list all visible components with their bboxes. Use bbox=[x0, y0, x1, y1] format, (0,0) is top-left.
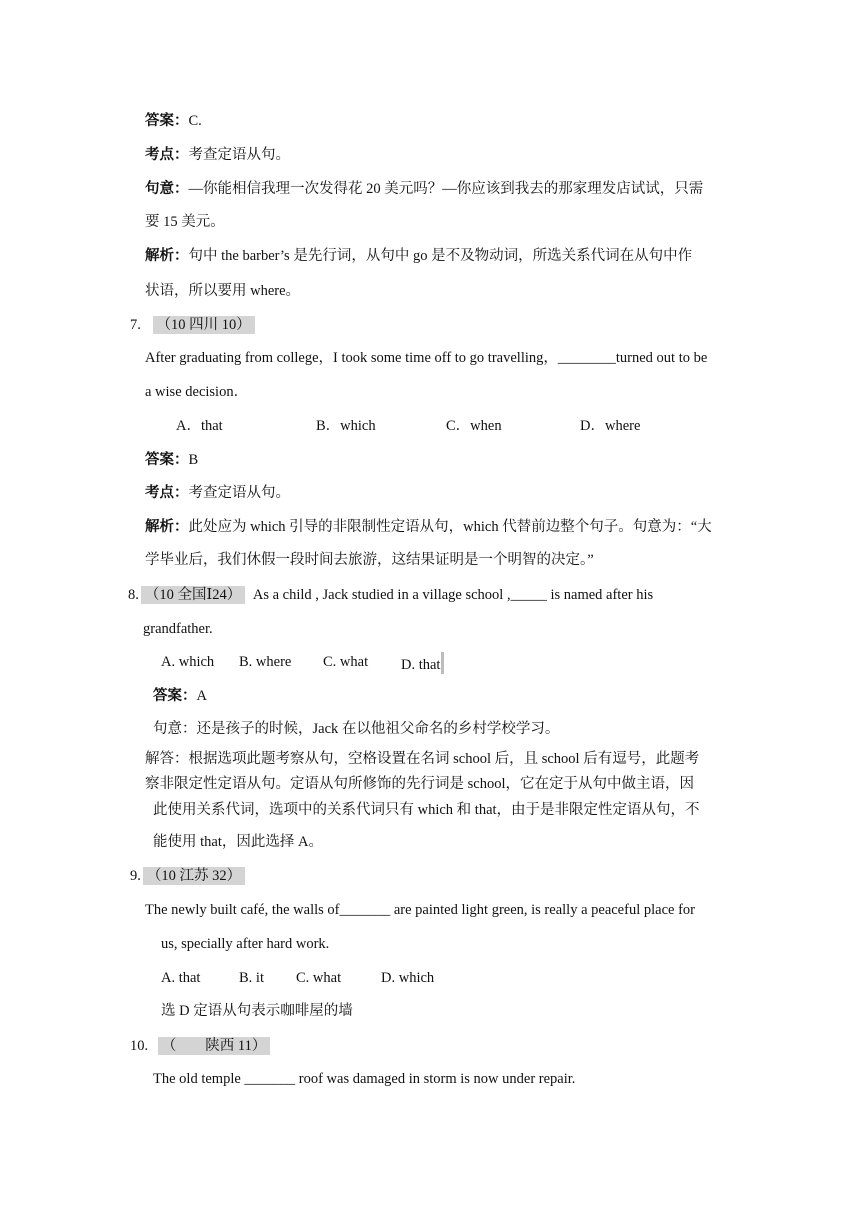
q8-header bbox=[128, 585, 653, 605]
q7-answer: B bbox=[188, 452, 199, 468]
q8-solution-line-2: 察非限定性定语从句。定语从句所修饰的先行词是 school，它在定于从句中做主语，因 bbox=[145, 776, 694, 792]
answer-label: 答案： bbox=[145, 113, 189, 129]
q6-answer: C. bbox=[188, 113, 202, 129]
q8-answer-line bbox=[153, 686, 207, 706]
q7-analysis-line-2: 学毕业后，我们休假一段时间去旅游，这结果证明是一个明智的决定。” bbox=[145, 552, 594, 568]
analysis-label: 解析： bbox=[145, 248, 189, 264]
q8-solution-line-3: 此使用关系代词，选项中的关系代词只有 which 和 that，由于是非限定性定语从句，不 bbox=[153, 802, 700, 818]
q9-source-tag: （10 江苏 32） bbox=[143, 867, 245, 885]
q9-header bbox=[130, 866, 245, 886]
q10-stem-1: The old temple _______ roof was damaged in storm is now under repair. bbox=[153, 1071, 576, 1087]
q6-analysis-line-2: 状语，所以要用 where。 bbox=[145, 283, 301, 299]
q7-stem-2: a wise decision． bbox=[145, 384, 249, 400]
q9-option-a: A. that bbox=[161, 970, 201, 986]
q7-answer-line bbox=[145, 450, 198, 470]
q8-stem-1: As a child , Jack studied in a village school ,_____ is named after his bbox=[252, 587, 654, 603]
q6-point: 考查定语从句。 bbox=[188, 147, 290, 163]
q10-header bbox=[130, 1036, 270, 1056]
q7-header bbox=[130, 315, 255, 335]
q8-option-c: C. what bbox=[323, 654, 369, 670]
q7-number: 7. bbox=[130, 317, 141, 333]
q7-stem-1: After graduating from college，I took some time off to go travelling，________turned out to be bbox=[145, 350, 708, 366]
q9-option-b: B. it bbox=[239, 970, 264, 986]
q8-option-a: A. which bbox=[161, 654, 215, 670]
q8-option-d-wrap bbox=[401, 652, 444, 675]
q8-stem-2: grandfather. bbox=[143, 621, 213, 637]
q9-stem-2: us, specially after hard work. bbox=[161, 936, 330, 952]
q9-option-c: C. what bbox=[296, 970, 342, 986]
meaning-label: 句意： bbox=[145, 181, 189, 197]
q7-point-line bbox=[145, 483, 290, 503]
q6-analysis-line-1 bbox=[145, 246, 692, 266]
q8-number: 8. bbox=[128, 587, 139, 603]
q9-number: 9. bbox=[130, 868, 141, 884]
q8-meaning: 还是孩子的时候，Jack 在以他祖父命名的乡村学校学习。 bbox=[196, 721, 560, 737]
q7-option-b: B．which bbox=[316, 418, 376, 434]
q6-analysis-1: 句中 the barber’s 是先行词，从句中 go 是不及物动词，所选关系代词在从句中作 bbox=[188, 248, 693, 264]
q8-option-d: D. that bbox=[401, 657, 441, 673]
analysis-label: 解析： bbox=[145, 519, 189, 535]
q10-number: 10. bbox=[130, 1038, 149, 1054]
q6-meaning-1: —你能相信我理一次发得花 20 美元吗？—你应该到我去的那家理发店试试，只需 bbox=[188, 181, 704, 197]
q8-solution-line-4: 能使用 that，因此选择 A。 bbox=[153, 834, 323, 850]
q8-solution-1: 根据选项此题考察从句，空格设置在名词 school 后，且 school 后有逗号，此题考 bbox=[188, 751, 700, 767]
q8-answer: A bbox=[196, 688, 207, 704]
q6-meaning-line-2: 要 15 美元。 bbox=[145, 214, 225, 230]
q6-point-line bbox=[145, 145, 290, 165]
q6-answer-line bbox=[145, 111, 202, 131]
q9-stem-1: The newly built café, the walls of_______ are painted light green, is really a peaceful place for bbox=[145, 902, 695, 918]
q7-option-c: C．when bbox=[446, 418, 502, 434]
q7-analysis-line-1 bbox=[145, 517, 712, 537]
q10-source-tag: （ 陕西 11） bbox=[158, 1037, 271, 1055]
q8-solution-line-1 bbox=[145, 749, 699, 769]
q9-note: 选 D 定语从句表示咖啡屋的墙 bbox=[161, 1003, 353, 1019]
q9-option-d: D. which bbox=[381, 970, 435, 986]
q7-option-a: A．that bbox=[176, 418, 223, 434]
point-label: 考点： bbox=[145, 485, 189, 501]
q8-meaning-line bbox=[153, 719, 559, 739]
q7-analysis-1: 此处应为 which 引导的非限制性定语从句，which 代替前边整个句子。句意为：“大 bbox=[188, 519, 712, 535]
q7-source-tag: （10 四川 10） bbox=[153, 316, 255, 334]
q6-meaning-line-1 bbox=[145, 179, 703, 199]
solution-label: 解答： bbox=[145, 751, 189, 767]
answer-label: 答案： bbox=[145, 452, 189, 468]
text-cursor-mark bbox=[441, 652, 444, 674]
answer-label: 答案： bbox=[153, 688, 197, 704]
meaning-label: 句意： bbox=[153, 721, 197, 737]
q8-option-b: B. where bbox=[239, 654, 292, 670]
q8-source-tag: （10 全国Ⅰ24） bbox=[141, 586, 245, 604]
q7-point: 考查定语从句。 bbox=[188, 485, 290, 501]
q7-option-d: D．where bbox=[580, 418, 641, 434]
point-label: 考点： bbox=[145, 147, 189, 163]
